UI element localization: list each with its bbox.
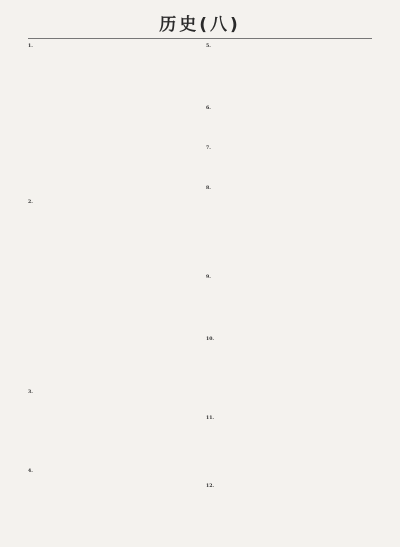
question-text-line xyxy=(206,139,376,145)
question-block xyxy=(28,44,198,199)
question-text-line xyxy=(206,179,376,185)
question-block xyxy=(206,416,376,483)
question-number: 4. xyxy=(28,468,33,474)
question-number: 11. xyxy=(206,416,214,422)
question-number: 9. xyxy=(206,275,211,281)
question-number: 6. xyxy=(206,106,211,112)
question-text-line xyxy=(28,462,198,468)
question-text-line xyxy=(28,383,198,389)
question-block xyxy=(206,146,376,185)
question-number: 1. xyxy=(28,44,33,49)
page-title: 历史(八) xyxy=(159,15,241,35)
question-text-line xyxy=(206,477,376,483)
question-block xyxy=(28,200,198,389)
question-text-line xyxy=(206,506,376,512)
left-column xyxy=(28,44,198,547)
question-number: 3. xyxy=(28,389,33,395)
title-divider xyxy=(28,38,372,39)
question-number: 12. xyxy=(206,483,214,489)
question-text-line xyxy=(206,99,376,105)
question-block xyxy=(206,337,376,415)
question-number: 10. xyxy=(206,337,214,343)
question-number: 7. xyxy=(206,145,211,151)
question-number: 5. xyxy=(206,44,211,49)
question-block xyxy=(28,469,198,547)
question-number: 2. xyxy=(28,200,33,206)
right-column xyxy=(206,44,376,512)
question-text-line xyxy=(28,541,198,547)
question-block xyxy=(206,186,376,275)
question-block xyxy=(206,484,376,512)
question-block xyxy=(206,44,376,105)
question-block xyxy=(206,106,376,145)
question-block xyxy=(28,390,198,468)
question-text-line xyxy=(206,331,376,337)
question-block xyxy=(206,275,376,336)
question-text-line xyxy=(28,194,198,200)
question-text-line xyxy=(206,410,376,416)
question-number: 8. xyxy=(206,185,211,191)
question-text-line xyxy=(206,269,376,275)
